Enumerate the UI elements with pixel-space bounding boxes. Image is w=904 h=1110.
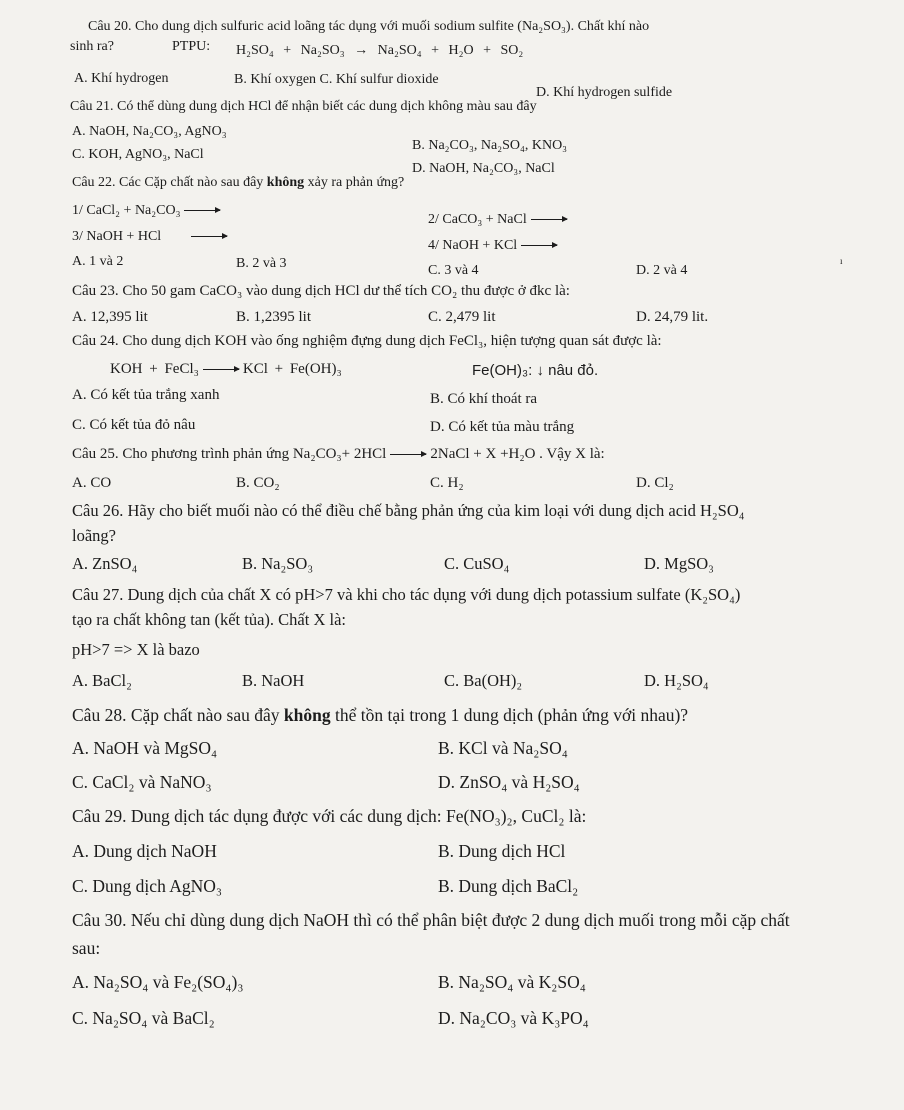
q25-option-c[interactable]: C. H₂ (430, 475, 464, 491)
q27-option-c[interactable]: C. Ba(OH)₂ (444, 671, 523, 690)
q24-option-b[interactable]: B. Có khí thoát ra (430, 391, 538, 407)
q22-stem-pre: Câu 22. Các Cặp chất nào sau đây (72, 175, 267, 190)
q22-stem-bold: không (266, 175, 305, 190)
q24-eq-right: KCl + Fe(OH)₃ (242, 361, 342, 377)
arrow-icon (191, 236, 227, 237)
q27-note: pH>7 => X là bazo (72, 640, 200, 659)
q24-note: Fe(OH)₃: ↓ nâu đỏ. (472, 362, 599, 379)
arrow-icon (521, 245, 557, 246)
q21-option-a[interactable]: A. NaOH, Na₂CO₃, AgNO₃ (72, 124, 227, 139)
q22-reaction-1 (72, 204, 224, 218)
q26-stem: Câu 26. Hãy cho biết muối nào có thể điều chế bằng phản ứng của kim loại với dung dịch acid H₂SO₄ (72, 501, 745, 520)
q30-option-b[interactable]: B. Na₂SO₄ và K₂SO₄ (438, 972, 586, 992)
q20-stem: Câu 20. Cho dung dịch sulfuric acid loãng tác dụng với muối sodium sulfite (Na₂SO₃). Chất khí nào (88, 19, 650, 34)
q24-option-c[interactable]: C. Có kết tủa đỏ nâu (72, 417, 196, 433)
q20-ptpu-label: PTPU: (172, 39, 211, 54)
q22-option-b[interactable]: B. 2 và 3 (236, 256, 287, 271)
q29-option-d[interactable]: B. Dung dịch BaCl₂ (438, 876, 579, 896)
stray-mark: ı (840, 256, 843, 266)
q25-option-b[interactable]: B. CO₂ (236, 475, 280, 491)
arrow-icon (203, 369, 239, 370)
q26-option-a[interactable]: A. ZnSO₄ (72, 554, 138, 573)
arrow-icon (390, 454, 426, 455)
q22-reaction-4 (428, 239, 561, 253)
q28-stem-post: thể tồn tại trong 1 dung dịch (phản ứng với nhau)? (330, 705, 689, 725)
q25-option-a[interactable]: A. CO (72, 475, 112, 491)
q23-stem: Câu 23. Cho 50 gam CaCO₃ vào dung dịch HCl dư thể tích CO₂ thu được ở đkc là: (72, 283, 570, 299)
q23-option-d[interactable]: D. 24,79 lit. (636, 309, 709, 325)
q22-reaction-2-text: 2/ CaCO₃ + NaCl (428, 212, 527, 227)
q24-option-d[interactable]: D. Có kết tủa màu trắng (430, 419, 575, 435)
q20-option-d[interactable]: D. Khí hydrogen sulfide (536, 85, 673, 100)
q26-option-c[interactable]: C. CuSO₄ (444, 554, 510, 573)
q28-option-a[interactable]: A. NaOH và MgSO₄ (72, 738, 218, 758)
q22-stem (72, 176, 404, 190)
q22-stem-post: xảy ra phản ứng? (304, 175, 405, 190)
q30-option-a[interactable]: A. Na₂SO₄ và Fe₂(SO₄)₃ (72, 972, 244, 992)
q28-option-c[interactable]: C. CaCl₂ và NaNO₃ (72, 772, 212, 792)
q27-option-b[interactable]: B. NaOH (242, 671, 305, 690)
q21-option-c[interactable]: C. KOH, AgNO₃, NaCl (72, 147, 204, 162)
q26-option-b[interactable]: B. Na₂SO₃ (242, 554, 314, 573)
q30-option-d[interactable]: D. Na₂CO₃ và K₃PO₄ (438, 1008, 589, 1028)
q29-stem: Câu 29. Dung dịch tác dụng được với các dung dịch: Fe(NO₃)₂, CuCl₂ là: (72, 806, 587, 826)
arrow-icon (184, 210, 220, 211)
q27-option-d[interactable]: D. H₂SO₄ (644, 671, 709, 690)
q20-equation: H₂SO₄ + Na₂SO₃ → Na₂SO₄ + H₂O + SO₂ (236, 43, 524, 58)
q24-option-a[interactable]: A. Có kết tủa trắng xanh (72, 387, 220, 403)
q27-stem-cont: tạo ra chất không tan (kết tủa). Chất X là: (72, 610, 346, 629)
q22-option-c[interactable]: C. 3 và 4 (428, 263, 479, 278)
q27-option-a[interactable]: A. BaCl₂ (72, 671, 132, 690)
q24-stem: Câu 24. Cho dung dịch KOH vào ống nghiệm đựng dung dịch FeCl₃, hiện tượng quan sát được là: (72, 333, 662, 349)
q20-stem-cont: sinh ra? (70, 39, 114, 54)
arrow-icon (531, 219, 567, 220)
q30-stem-cont: sau: (72, 938, 101, 958)
q23-option-a[interactable]: A. 12,395 lit (72, 309, 148, 325)
q29-option-a[interactable]: A. Dung dịch NaOH (72, 841, 217, 861)
q22-reaction-1-text: 1/ CaCl₂ + Na₂CO₃ (72, 203, 181, 218)
q30-stem: Câu 30. Nếu chỉ dùng dung dịch NaOH thì có thể phân biệt được 2 dung dịch muối trong mỗi cặp chất (72, 910, 790, 930)
q21-option-d[interactable]: D. NaOH, Na₂CO₃, NaCl (412, 161, 555, 176)
q20-option-a[interactable]: A. Khí hydrogen (74, 71, 169, 86)
q25-stem-pre: Câu 25. Cho phương trình phản ứng Na₂CO₃+ 2HCl (72, 446, 387, 462)
q25-option-d[interactable]: D. Cl₂ (636, 475, 674, 491)
q22-reaction-3 (72, 230, 231, 244)
q24-eq-left: KOH + FeCl₃ (110, 361, 199, 377)
q28-option-d[interactable]: D. ZnSO₄ và H₂SO₄ (438, 772, 580, 792)
q23-option-c[interactable]: C. 2,479 lit (428, 309, 496, 325)
q29-option-c[interactable]: C. Dung dịch AgNO₃ (72, 876, 222, 896)
q26-option-d[interactable]: D. MgSO₃ (644, 554, 714, 573)
q20-option-b-c[interactable]: B. Khí oxygen C. Khí sulfur dioxide (234, 72, 439, 87)
q25-stem-post: 2NaCl + X +H₂O . Vậy X là: (430, 446, 605, 462)
q21-option-b[interactable]: B. Na₂CO₃, Na₂SO₄, KNO₃ (412, 138, 568, 153)
q30-option-c[interactable]: C. Na₂SO₄ và BaCl₂ (72, 1008, 215, 1028)
q27-stem: Câu 27. Dung dịch của chất X có pH>7 và khi cho tác dụng với dung dịch potassium sulfate (K₂SO₄) (72, 585, 741, 604)
q24-equation (110, 362, 342, 377)
q29-option-b[interactable]: B. Dung dịch HCl (438, 841, 566, 861)
q28-stem (72, 707, 688, 725)
q22-reaction-2 (428, 213, 571, 227)
q25-stem (72, 447, 605, 462)
q28-option-b[interactable]: B. KCl và Na₂SO₄ (438, 738, 568, 758)
q22-option-d[interactable]: D. 2 và 4 (636, 263, 688, 278)
q28-stem-pre: Câu 28. Cặp chất nào sau đây (72, 705, 284, 725)
q21-stem: Câu 21. Có thể dùng dung dịch HCl để nhận biết các dung dịch không màu sau đây (70, 99, 537, 114)
q26-stem-cont: loãng? (72, 526, 116, 545)
q23-option-b[interactable]: B. 1,2395 lit (236, 309, 312, 325)
q22-option-a[interactable]: A. 1 và 2 (72, 254, 124, 269)
q28-stem-bold: không (283, 705, 331, 725)
q22-reaction-4-text: 4/ NaOH + KCl (428, 238, 518, 253)
q22-reaction-3-text: 3/ NaOH + HCl (72, 229, 162, 244)
